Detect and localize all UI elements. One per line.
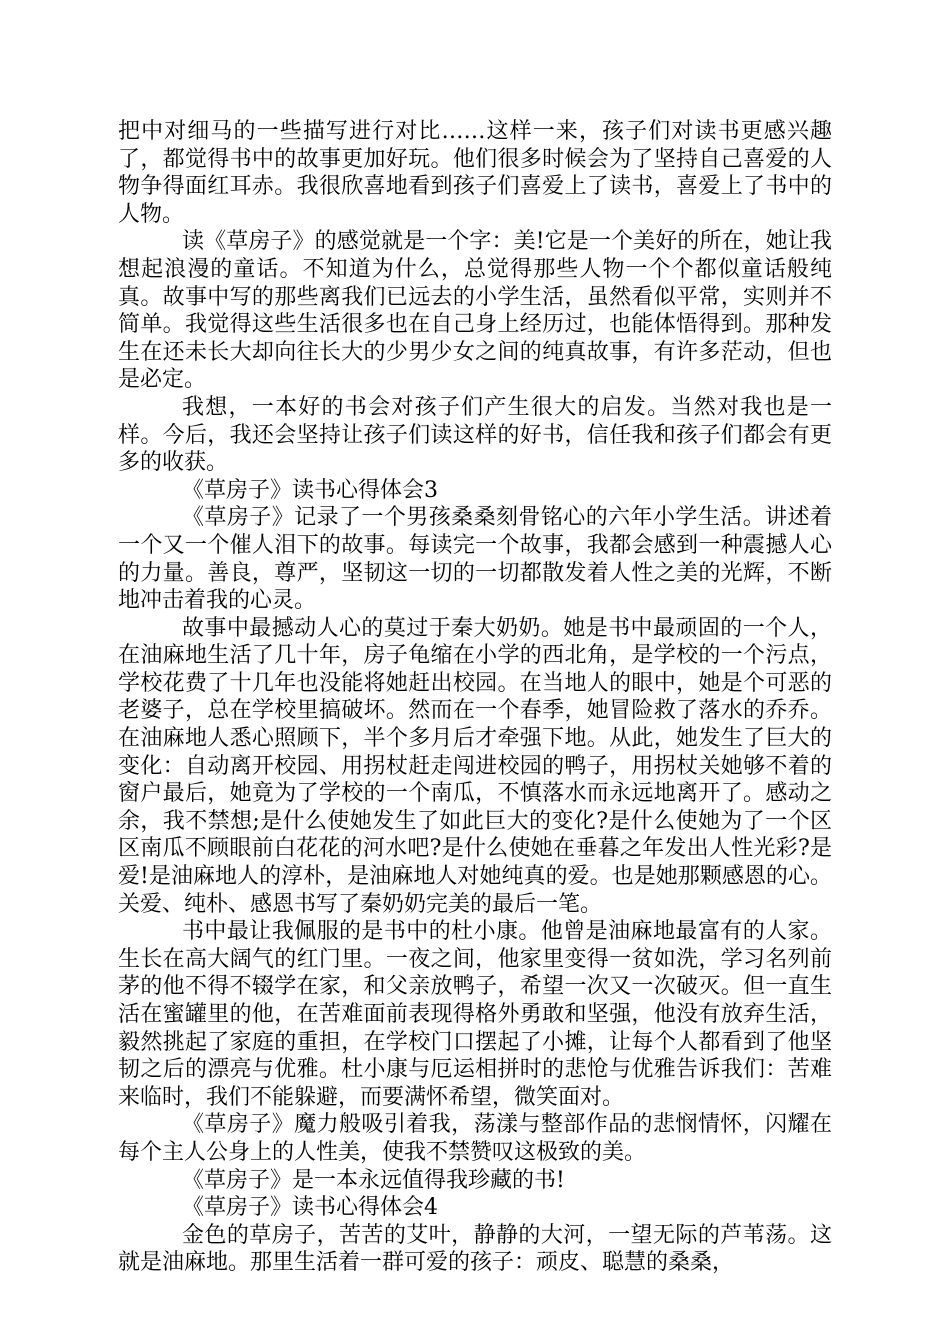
paragraph: 《草房子》是一本永远值得我珍藏的书! bbox=[182, 1167, 565, 1193]
paragraph: 金色的草房子，苦苦的艾叶，静静的大河，一望无际的芦苇荡。这就是油麻地。那里生活着一群可爱的孩子：顽皮、聪慧的桑桑， bbox=[118, 1222, 832, 1276]
document-page bbox=[118, 118, 832, 1277]
paragraph: 把中对细马的一些描写进行对比……这样一来，孩子们对读书更感兴趣了，都觉得书中的故事更加好玩。他们很多时候会为了坚持自己喜爱的人物争得面红耳赤。我很欣喜地看到孩子们喜爱上了读书，喜爱上了书中的人物。 bbox=[118, 119, 832, 227]
paragraph: 《草房子》魔力般吸引着我，荡漾与整部作品的悲悯情怀，闪耀在每个主人公身上的人性美，使我不禁赞叹这极致的美。 bbox=[118, 1112, 832, 1165]
section-heading: 《草房子》读书心得体会3 bbox=[182, 477, 438, 503]
paragraph: 书中最让我佩服的是书中的杜小康。他曾是油麻地最富有的人家。生长在高大阔气的红门里。一夜之间，他家里变得一贫如洗，学习名列前茅的他不得不辍学在家，和父亲放鸭子，希望一次又一次破灭。但一直生活在蜜罐里的他，在苦难面前表现得格外勇敢和坚强，他没有放弃生活，毅然挑起了家庭的重担，在学校门口摆起了小摊，让每个人都看到了他坚韧之后的漂亮与优雅。杜小康与厄运相拼时的悲怆与优雅告诉我们：苦难来临时，我们不能躲避，而要满怀希望，微笑面对。 bbox=[118, 919, 832, 1110]
paragraph: 《草房子》记录了一个男孩桑桑刻骨铭心的六年小学生活。讲述着一个又一个催人泪下的故事。每读完一个故事，我都会感到一种震撼人心的力量。善良，尊严，坚韧这一切的一切都散发着人性之美的光辉，不断地冲击着我的心灵。 bbox=[118, 505, 832, 614]
paragraph: 读《草房子》的感觉就是一个字：美!它是一个美好的所在，她让我想起浪漫的童话。不知道为什么，总觉得那些人物一个个都似童话般纯真。故事中写的那些离我们已远去的小学生活，虽然看似平常，实则并不简单。我觉得这些生活很多也在自己身上经历过，也能体悟得到。那种发生在还未长大却向往长大的少男少女之间的纯真故事，有许多茫动，但也是必定。 bbox=[118, 229, 832, 393]
paragraph: 我想，一本好的书会对孩子们产生很大的启发。当然对我也是一样。今后，我还会坚持让孩子们读这样的好书，信任我和孩子们都会有更多的收获。 bbox=[118, 394, 832, 476]
section-heading: 《草房子》读书心得体会4 bbox=[182, 1195, 438, 1221]
paragraph: 故事中最撼动人心的莫过于秦大奶奶。她是书中最顽固的一个人，在油麻地生活了几十年，房子龟缩在小学的西北角，是学校的一个污点，学校花费了十几年也没能将她赶出校园。在当地人的眼中，她是个可恶的老婆子，总在学校里搞破坏。然而在一个春季，她冒险救了落水的乔乔。在油麻地人悉心照顾下，半个多月后才牵强下地。从此，她发生了巨大的变化：自动离开校园、用拐杖赶走闯进校园的鸭子，用拐杖关她够不着的窗户最后，她竟为了学校的一个南瓜，不慎落水而永远地离开了。感动之余，我不禁想;是什么使她发生了如此巨大的变化?是什么使她为了一个区区南瓜不顾眼前白花花的河水吧?是什么使她在垂暮之年发出人性光彩?是爱!是油麻地人的淳朴，是油麻地人对她纯真的爱。也是她那颗感恩的心。关爱、纯朴、感恩书写了秦奶奶完美的最后一笔。 bbox=[118, 615, 832, 917]
